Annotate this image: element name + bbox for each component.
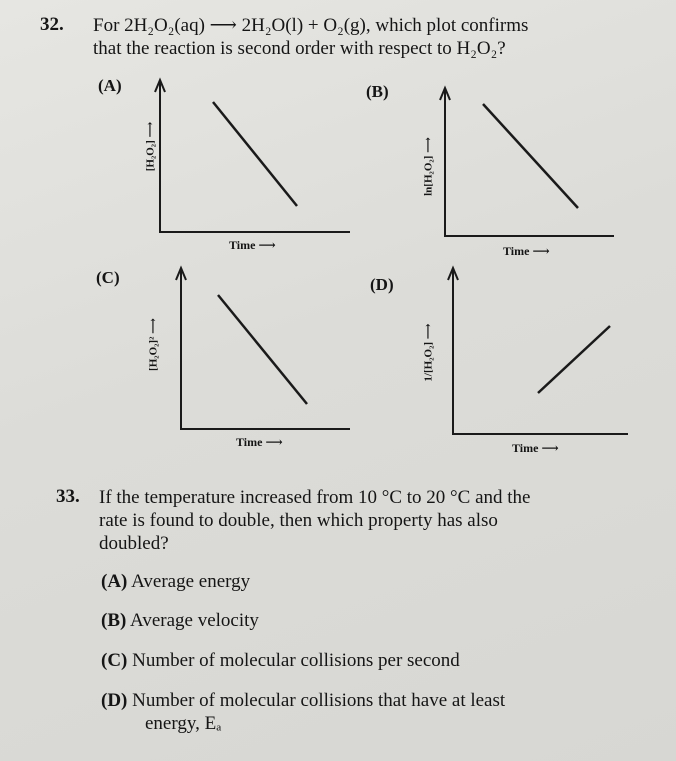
plot-a-label: (A) <box>98 76 122 95</box>
answer-option-d-letter: (D) <box>101 690 128 711</box>
question-32-number: 32. <box>40 14 64 35</box>
answer-option-a-text: Average energy <box>131 571 251 592</box>
plot-b-label: (B) <box>366 82 389 101</box>
plot-a-ylabel: [H₂O₂] ⟶ <box>144 121 157 172</box>
answer-option-d-text: Number of molecular collisions that have at least <box>132 690 506 711</box>
answer-option-b-letter: (B) <box>101 610 127 631</box>
answer-option-c[interactable] <box>101 649 460 672</box>
plot-b-line <box>483 104 578 208</box>
answer-option-d-text-line2: energy, Eₐ <box>145 713 222 734</box>
plot-d-label: (D) <box>370 275 394 294</box>
answer-option-d[interactable] <box>101 689 505 712</box>
plot-c-xlabel: Time ⟶ <box>236 435 283 449</box>
plot-a-line <box>213 102 297 206</box>
plot-d-xlabel: Time ⟶ <box>512 441 559 455</box>
plot-a-xlabel: Time ⟶ <box>229 238 276 252</box>
plot-b-xlabel: Time ⟶ <box>503 244 550 258</box>
question-32-line1: For 2H₂O₂(aq) ⟶ 2H₂O(l) + O₂(g), which plot confirms <box>93 15 529 36</box>
question-33-line2: rate is found to double, then which property has also <box>99 510 498 531</box>
plot-a-axes <box>155 80 350 232</box>
plot-b-ylabel: ln[H₂O₂] ⟶ <box>422 137 435 196</box>
question-33-number: 33. <box>56 486 80 507</box>
answer-option-c-letter: (C) <box>101 650 128 671</box>
answer-option-b[interactable] <box>101 609 259 632</box>
plot-d-line <box>538 326 610 393</box>
plot-c-line <box>218 295 307 404</box>
question-33-line1: If the temperature increased from 10 °C to 20 °C and the <box>99 487 531 508</box>
plot-b-axes <box>440 88 614 236</box>
plot-c-ylabel: [H₂O₂]² ⟶ <box>147 318 160 371</box>
answer-option-a[interactable] <box>101 570 250 593</box>
question-33-line3: doubled? <box>99 533 169 554</box>
plot-d-axes <box>448 268 628 434</box>
plot-c-label: (C) <box>96 268 120 287</box>
answer-option-a-letter: (A) <box>101 571 128 592</box>
plot-d-ylabel: 1/[H₂O₂] ⟶ <box>422 323 435 382</box>
answer-option-b-text: Average velocity <box>130 610 259 631</box>
answer-option-c-text: Number of molecular collisions per second <box>132 650 460 671</box>
question-32-line2: that the reaction is second order with respect to H₂O₂? <box>93 38 506 59</box>
